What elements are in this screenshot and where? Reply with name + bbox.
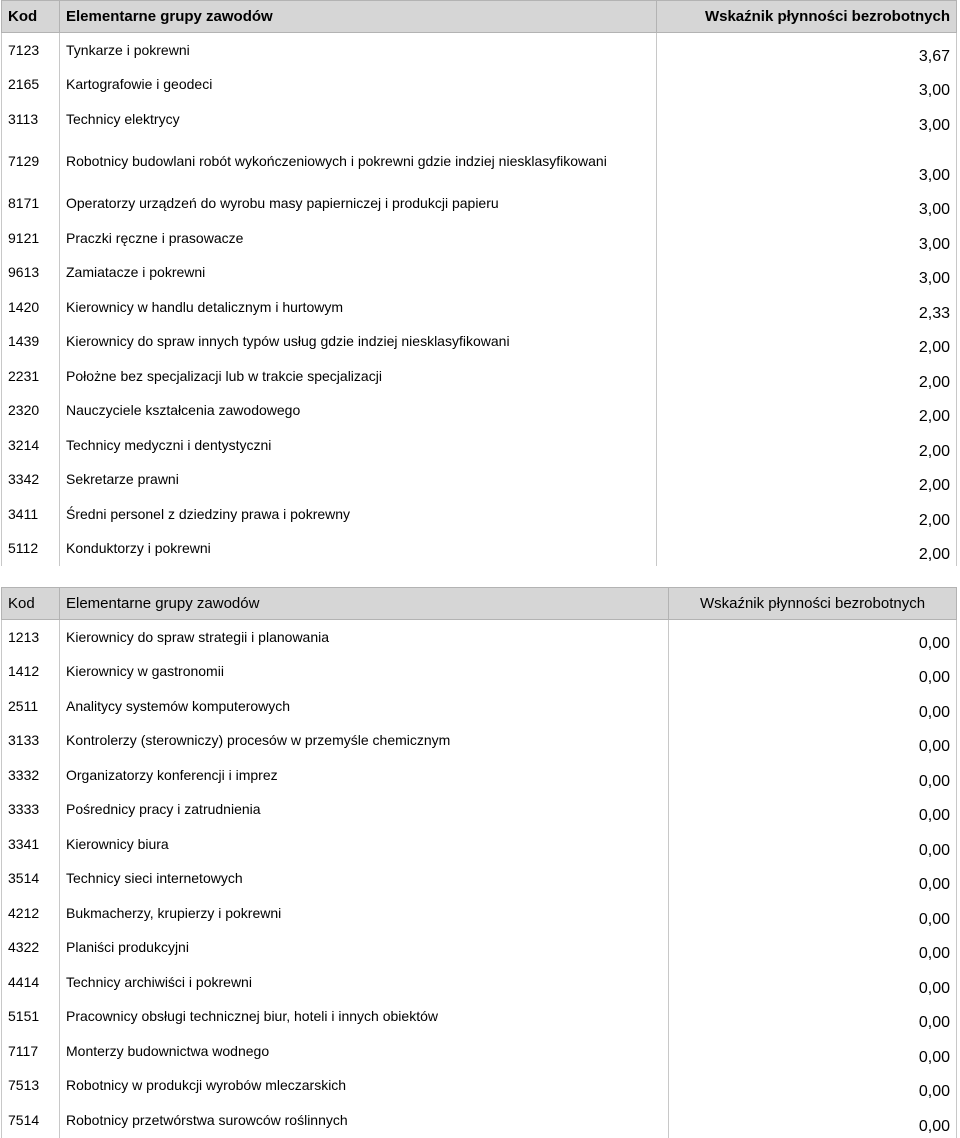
table-row (2, 463, 957, 498)
row-code: 4414 (2, 965, 60, 1000)
row-value: 0,00 (669, 793, 957, 828)
row-code: 3113 (2, 102, 60, 137)
header-name: Elementarne grupy zawodów (60, 588, 669, 620)
row-value: 0,00 (669, 896, 957, 931)
row-name: Kierownicy w handlu detalicznym i hurtowym (60, 290, 657, 325)
row-value: 3,00 (657, 137, 957, 187)
table-row (2, 428, 957, 463)
row-name: Pośrednicy pracy i zatrudnienia (60, 793, 669, 828)
table-row (2, 68, 957, 103)
row-name: Technicy elektrycy (60, 102, 657, 137)
table-row (2, 896, 957, 931)
row-name: Operatorzy urządzeń do wyrobu masy papierniczej i produkcji papieru (60, 187, 657, 222)
row-code: 3214 (2, 428, 60, 463)
row-code: 7117 (2, 1034, 60, 1069)
table-row (2, 620, 957, 655)
row-code: 9121 (2, 221, 60, 256)
header-name: Elementarne grupy zawodów (60, 1, 657, 33)
table-header-row (2, 588, 957, 620)
table-row (2, 290, 957, 325)
row-code: 2165 (2, 68, 60, 103)
row-name: Tynkarze i pokrewni (60, 33, 657, 68)
row-code: 3514 (2, 862, 60, 897)
row-code: 3411 (2, 497, 60, 532)
row-name: Kontrolerzy (sterowniczy) procesów w przemyśle chemicznym (60, 724, 669, 759)
table-row (2, 221, 957, 256)
header-code: Kod (2, 588, 60, 620)
row-code: 3133 (2, 724, 60, 759)
table-row (2, 724, 957, 759)
row-code: 2511 (2, 689, 60, 724)
row-code: 7513 (2, 1069, 60, 1104)
table-row (2, 827, 957, 862)
occupation-table-top (1, 0, 957, 566)
row-value: 2,00 (657, 325, 957, 360)
table-row (2, 1069, 957, 1104)
row-code: 2231 (2, 359, 60, 394)
table-row (2, 758, 957, 793)
row-value: 2,00 (657, 497, 957, 532)
row-value: 0,00 (669, 1000, 957, 1035)
row-name: Analitycy systemów komputerowych (60, 689, 669, 724)
row-name: Praczki ręczne i prasowacze (60, 221, 657, 256)
row-name: Organizatorzy konferencji i imprez (60, 758, 669, 793)
row-value: 0,00 (669, 862, 957, 897)
table-row (2, 965, 957, 1000)
header-value: Wskaźnik płynności bezrobotnych (657, 1, 957, 33)
row-value: 3,00 (657, 102, 957, 137)
row-name: Robotnicy budowlani robót wykończeniowych i pokrewni gdzie indziej niesklasyfikowani (60, 137, 657, 187)
row-name: Kierownicy biura (60, 827, 669, 862)
table-row (2, 325, 957, 360)
table-row (2, 187, 957, 222)
table-row (2, 655, 957, 690)
row-value: 2,00 (657, 428, 957, 463)
row-value: 2,33 (657, 290, 957, 325)
row-value: 3,00 (657, 221, 957, 256)
header-value: Wskaźnik płynności bezrobotnych (669, 588, 957, 620)
table-row (2, 33, 957, 68)
table-row (2, 793, 957, 828)
row-name: Monterzy budownictwa wodnego (60, 1034, 669, 1069)
row-name: Technicy archiwiści i pokrewni (60, 965, 669, 1000)
row-code: 7123 (2, 33, 60, 68)
table-header-row (2, 1, 957, 33)
row-value: 0,00 (669, 655, 957, 690)
table-row (2, 1034, 957, 1069)
row-name: Kartografowie i geodeci (60, 68, 657, 103)
row-name: Bukmacherzy, krupierzy i pokrewni (60, 896, 669, 931)
row-name: Kierownicy do spraw strategii i planowania (60, 620, 669, 655)
row-value: 0,00 (669, 965, 957, 1000)
row-value: 0,00 (669, 1069, 957, 1104)
row-value: 2,00 (657, 532, 957, 567)
row-value: 3,67 (657, 33, 957, 68)
row-code: 4322 (2, 931, 60, 966)
row-name: Planiści produkcyjni (60, 931, 669, 966)
row-name: Technicy sieci internetowych (60, 862, 669, 897)
table-row (2, 359, 957, 394)
row-name: Nauczyciele kształcenia zawodowego (60, 394, 657, 429)
row-value: 2,00 (657, 359, 957, 394)
row-code: 1412 (2, 655, 60, 690)
row-code: 1439 (2, 325, 60, 360)
table-row (2, 256, 957, 291)
row-value: 0,00 (669, 758, 957, 793)
table-row (2, 497, 957, 532)
row-value: 3,00 (657, 68, 957, 103)
table-row (2, 137, 957, 187)
row-value: 0,00 (669, 620, 957, 655)
row-code: 2320 (2, 394, 60, 429)
row-code: 7514 (2, 1103, 60, 1138)
row-code: 5151 (2, 1000, 60, 1035)
row-name: Robotnicy przetwórstwa surowców roślinnych (60, 1103, 669, 1138)
row-name: Pracownicy obsługi technicznej biur, hoteli i innych obiektów (60, 1000, 669, 1035)
row-value: 0,00 (669, 1103, 957, 1138)
row-name: Zamiatacze i pokrewni (60, 256, 657, 291)
row-value: 0,00 (669, 724, 957, 759)
row-code: 3332 (2, 758, 60, 793)
header-code: Kod (2, 1, 60, 33)
row-code: 3342 (2, 463, 60, 498)
row-code: 7129 (2, 137, 60, 187)
row-name: Sekretarze prawni (60, 463, 657, 498)
row-name: Technicy medyczni i dentystyczni (60, 428, 657, 463)
row-name: Robotnicy w produkcji wyrobów mleczarskich (60, 1069, 669, 1104)
occupation-table-bottom (1, 587, 957, 1138)
table-row (2, 931, 957, 966)
row-code: 5112 (2, 532, 60, 567)
row-name: Kierownicy w gastronomii (60, 655, 669, 690)
row-value: 3,00 (657, 187, 957, 222)
row-value: 0,00 (669, 931, 957, 966)
row-value: 0,00 (669, 827, 957, 862)
table-row (2, 1103, 957, 1138)
row-name: Średni personel z dziedziny prawa i pokrewny (60, 497, 657, 532)
row-code: 3341 (2, 827, 60, 862)
row-code: 1420 (2, 290, 60, 325)
row-name: Konduktorzy i pokrewni (60, 532, 657, 567)
row-code: 3333 (2, 793, 60, 828)
table-row (2, 862, 957, 897)
row-code: 8171 (2, 187, 60, 222)
row-value: 0,00 (669, 689, 957, 724)
row-value: 0,00 (669, 1034, 957, 1069)
table-row (2, 394, 957, 429)
table-row (2, 102, 957, 137)
row-code: 1213 (2, 620, 60, 655)
table-row (2, 532, 957, 567)
table-row (2, 689, 957, 724)
row-value: 2,00 (657, 463, 957, 498)
row-value: 2,00 (657, 394, 957, 429)
table-row (2, 1000, 957, 1035)
row-value: 3,00 (657, 256, 957, 291)
row-code: 4212 (2, 896, 60, 931)
row-code: 9613 (2, 256, 60, 291)
row-name: Kierownicy do spraw innych typów usług gdzie indziej niesklasyfikowani (60, 325, 657, 360)
row-name: Położne bez specjalizacji lub w trakcie specjalizacji (60, 359, 657, 394)
